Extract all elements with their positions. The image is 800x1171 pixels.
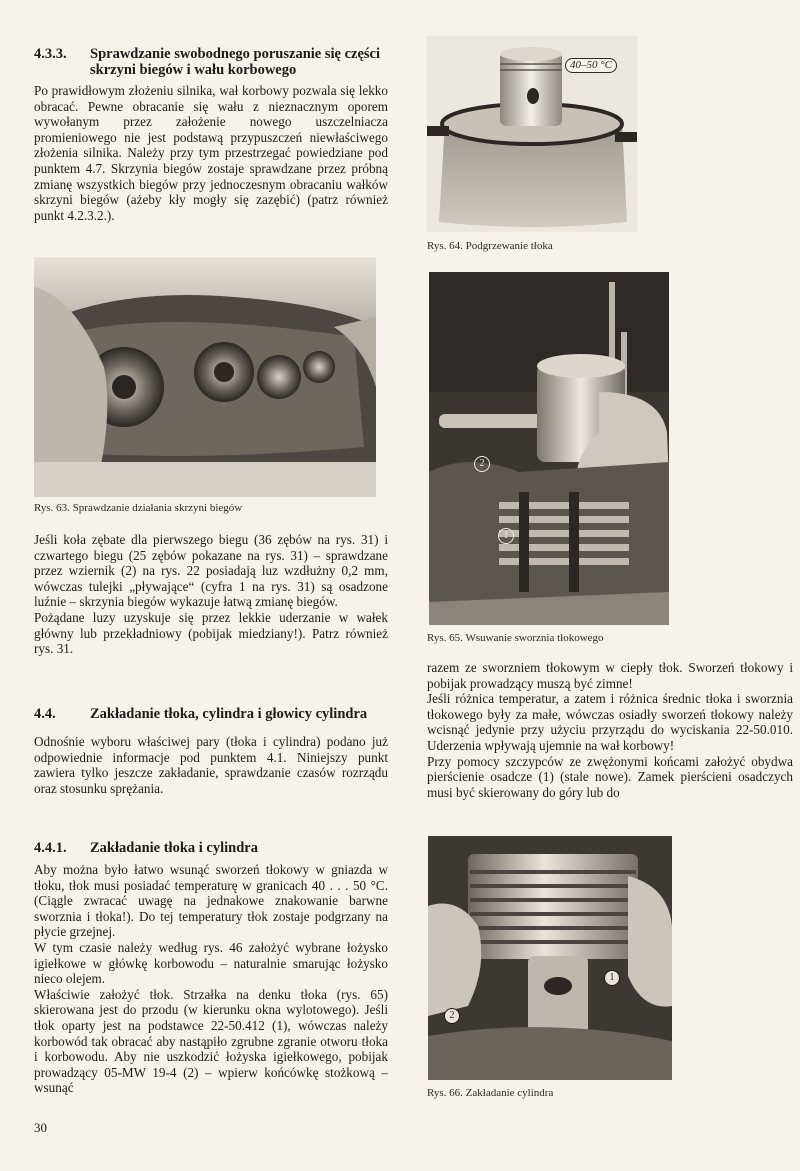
gear-paragraph-2: Pożądane luzy uzyskuje się przez lekkie uderzanie w wałek główny lub przekładniowy (pobijak miedziany!). Patrz również rys. 31. — [34, 609, 388, 657]
right-paragraph-2: Jeśli różnica temperatur, a zatem i różnica średnic tłoka i sworznia tłokowego były za małe, wówczas osiadły sworzeń tłokowy należy wcisnąć jedynie przy użyciu przyrządu do wyciskania 22-50.010. Uderzenia wpływają ujemnie na wał korbowy! — [427, 691, 793, 753]
right-paragraph-1: razem ze sworzniem tłokowym w ciepły tłok. Sworzeń tłokowy i pobijak prowadzący muszą być zimne! — [427, 660, 793, 691]
section-441-paragraph-3: Właściwie założyć tłok. Strzałka na denku tłoka (rys. 65) skierowana jest do przodu (w kierunku okna wylotowego). Jeśli tłok oparty jest na podstawce 22-50.412 (1), wówczas należy korbowód tak obracać aby nastąpiło zgrubne zgranie otworu tłoka i korbowodu. Aby nie uszkodzić łożyska igiełkowego, pobijak prowadzący 05-MW 19-4 (2) – wpierw końcówkę stożkową – wsunąć — [34, 986, 388, 1096]
section-44-text: Odnośnie wyboru właściwej pary (tłoka i cylindra) podano już odpowiednie informacje pod punktem 4.1. Niniejszy punkt zawiera tylko jeszcze zakładanie, sprawdzanie czasów rozrządu oraz stosunku sprężania. — [34, 734, 388, 796]
figure-64-caption: Rys. 64. Podgrzewanie tłoka — [427, 240, 553, 252]
section-441 — [34, 840, 388, 1096]
section-44-heading — [34, 706, 388, 722]
section-441-heading — [34, 840, 388, 856]
section-title: Sprawdzanie swobodnego poruszanie się części skrzyni biegów i wału korbowego — [90, 46, 380, 78]
section-433 — [34, 46, 388, 223]
figure-64-temperature-label: 40–50 °C — [565, 58, 617, 73]
section-number: 4.4. — [34, 706, 56, 722]
section-title: Zakładanie tłoka i cylindra — [90, 840, 258, 856]
figure-66-callout-1: 1 — [604, 970, 620, 986]
page-number: 30 — [34, 1120, 47, 1135]
section-title: Zakładanie tłoka, cylindra i głowicy cylindra — [90, 706, 368, 722]
figure-66-callout-2: 2 — [444, 1008, 460, 1024]
section-441-paragraph-2: W tym czasie należy według rys. 46 założyć wybrane łożysko igiełkowe w główkę korbowodu – naturalnie smarując łożysko nieco olejem. — [34, 939, 388, 987]
figure-65-caption: Rys. 65. Wsuwanie sworznia tłokowego — [427, 632, 604, 644]
gear-paragraph-1: Jeśli koła zębate dla pierwszego biegu (36 zębów na rys. 31) i czwartego biegu (25 zębów pokazane na rys. 31) – sprawdzane przez wziernik (2) na rys. 22 posiadają luz wzdłużny 0,2 mm, wówczas tulejki „pływające“ (cyfra 1 na rys. 31) są osadzone luźnie – skrzynia biegów wykazuje łatwą zmianę biegów. — [34, 532, 388, 610]
figure-66-photo — [428, 836, 672, 1080]
section-44 — [34, 706, 388, 796]
right-paragraphs — [427, 660, 793, 800]
section-number: 4.4.1. — [34, 840, 67, 856]
section-number: 4.3.3. — [34, 46, 67, 62]
figure-66-caption: Rys. 66. Zakładanie cylindra — [427, 1087, 554, 1099]
figure-65-photo — [429, 272, 669, 625]
section-433-text: Po prawidłowym złożeniu silnika, wał korbowy pozwala się lekko obracać. Pewne obracanie się wału z nieznacznym oporem wywołanym przez założenie nowego uszczelniacza promieniowego nie jest podstawą przypuszczeń niewłaściwego złożenia silnika. Należy przy tym przestrzegać powiedziane pod punktem 4.7. Skrzynia biegów zostaje sprawdzane przez próbną zmianę wszystkich biegów przy jednoczesnym obracaniu wałków skrzyni biegów (ażeby kły mogły się zazębić) (patrz również punkt 4.2.3.2.). — [34, 83, 388, 223]
figure-65-callout-1: 1 — [498, 528, 514, 544]
section-441-paragraph-1: Aby można było łatwo wsunąć sworzeń tłokowy w gniazda w tłoku, tłok musi posiadać temperaturę w granicach 40 . . . 50 °C. (Ciągle zwracać uwagę na jednakowe znakowanie barwne sworznia i tłoka!). Do tej temperatury tłok zostaje podgrzany na płycie grzejnej. — [34, 862, 388, 940]
right-paragraph-3: Przy pomocy szczypców ze zwężonymi końcami założyć obydwa pierścienie osadcze (1) (stale nowe). Zamek pierścieni osadczych musi być skierowany do góry lub do — [427, 753, 793, 800]
gear-paragraphs — [34, 532, 388, 657]
figure-63-caption: Rys. 63. Sprawdzanie działania skrzyni biegów — [34, 502, 243, 514]
section-433-heading — [34, 46, 388, 78]
figure-65-callout-2: 2 — [474, 456, 490, 472]
figure-63-photo — [34, 257, 376, 497]
